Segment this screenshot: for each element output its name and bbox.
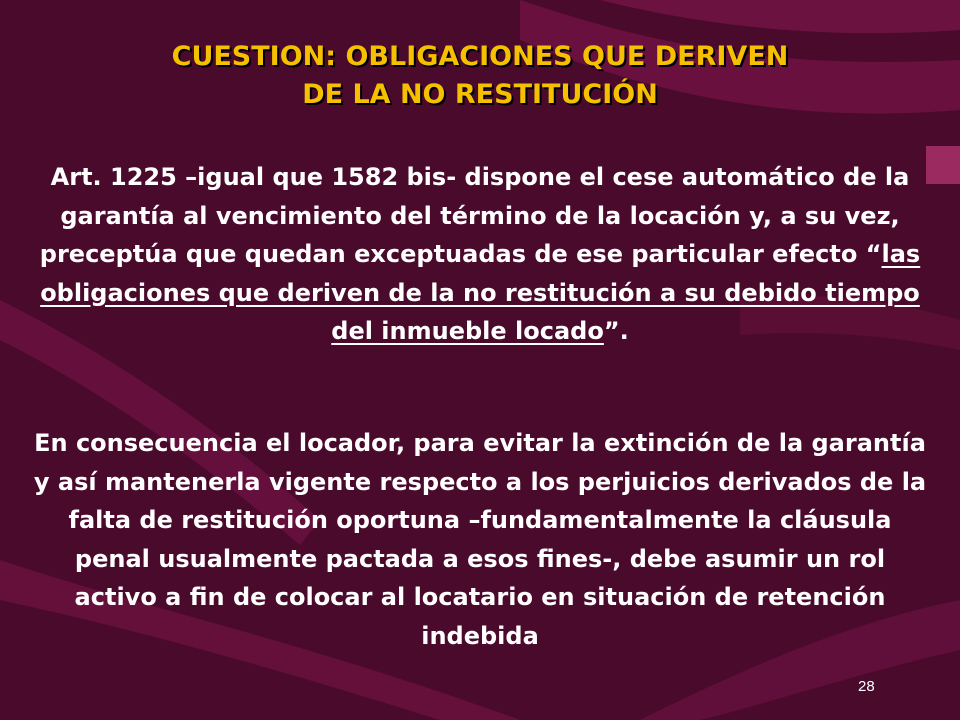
slide-title — [40, 38, 920, 114]
article-paragraph — [30, 158, 930, 351]
article-text-after: ”. — [603, 317, 629, 345]
slide-number: 28 — [858, 678, 875, 695]
slide-title-line-2: DE LA NO RESTITUCIÓN — [302, 79, 658, 110]
slide-title-line-1: CUESTION: OBLIGACIONES QUE DERIVEN — [171, 41, 789, 72]
underlined-quote: las obligaciones que deriven de la no restitución a su debido tiempo del inmueble locado — [40, 240, 921, 345]
consequence-paragraph: En consecuencia el locador, para evitar la extinción de la garantía y así mantenerla vigente respecto a los perjuicios derivados de la falta de restitución oportuna –fundamentalmente la cláusula penal usualmente pactada a esos fines-, debe asumir un rol activo a fin de colocar al locatario en situación de retención indebida — [33, 429, 927, 650]
article-text-before: Art. 1225 –igual que 1582 bis- dispone el cese automático de la garantía al vencimiento del término de la locación y, a su vez, preceptúa que quedan exceptuadas de ese particular efecto “ — [39, 163, 910, 268]
